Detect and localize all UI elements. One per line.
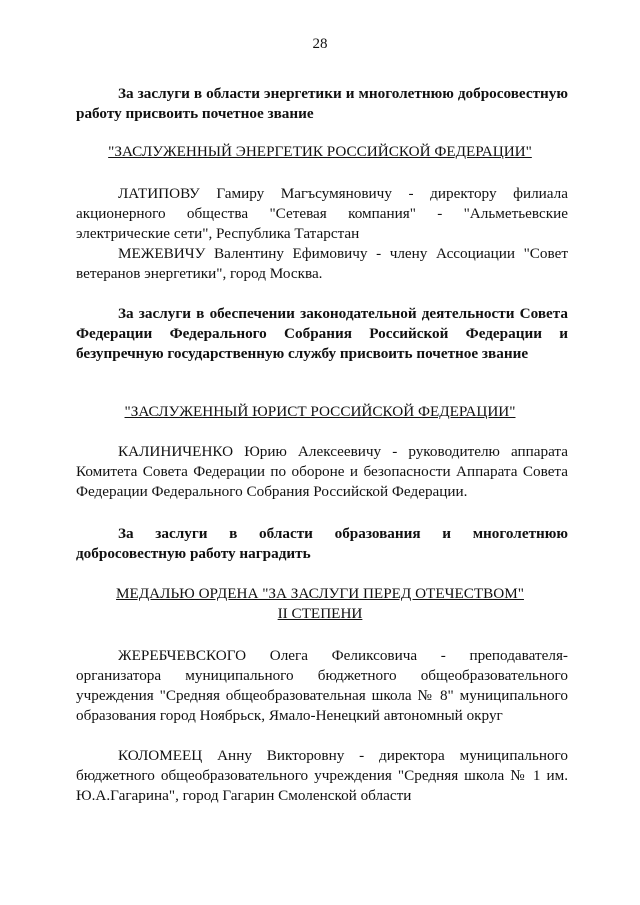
page-number: 28 [312,36,328,52]
section-2-intro: За заслуги в обеспечении законодательной деятельности Совета Федерации Федерального Собрания Российской Федерации и безупречную государственную службу присвоить почетное звание [76,305,568,362]
section-1-entry-2: МЕЖЕВИЧУ Валентину Ефимовичу - члену Ассоциации "Совет ветеранов энергетики", город Москва. [76,245,568,282]
section-3-title-line-1: МЕДАЛЬЮ ОРДЕНА "ЗА ЗАСЛУГИ ПЕРЕД ОТЕЧЕСТВОМ" [116,585,524,602]
section-3-intro: За заслуги в области образования и многолетнюю добросовестную работу наградить [76,525,568,562]
section-1-intro: За заслуги в области энергетики и многолетнюю добросовестную работу присвоить почетное звание [76,85,568,122]
section-2-entry-1: КАЛИНИЧЕНКО Юрию Алексеевичу - руководителю аппарата Комитета Совета Федерации по обороне и безопасности Аппарата Совета Федерации Федерального Собрания Российской Федерации. [76,443,568,500]
section-3-entry-2: КОЛОМЕЕЦ Анну Викторовну - директора муниципального бюджетного общеобразовательного учреждения "Средняя школа № 1 им. Ю.А.Гагарина", город Гагарин Смоленской области [76,747,568,804]
section-1-entry-1: ЛАТИПОВУ Гамиру Магъсумяновичу - директору филиала акционерного общества "Сетевая компания" - "Альметьевские электрические сети", Республика Татарстан [76,185,568,242]
section-3-entry-1: ЖЕРЕБЧЕВСКОГО Олега Феликсовича - преподавателя-организатора муниципального бюджетного общеобразовательного учреждения "Средняя общеобразовательная школа № 8" муниципального образования город Ноябрьск, Ямало-Ненецкий автономный округ [76,647,568,724]
section-2-title: "ЗАСЛУЖЕННЫЙ ЮРИСТ РОССИЙСКОЙ ФЕДЕРАЦИИ" [124,403,516,420]
section-1-title: "ЗАСЛУЖЕННЫЙ ЭНЕРГЕТИК РОССИЙСКОЙ ФЕДЕРАЦИИ" [108,143,532,160]
section-3-title-line-2: II СТЕПЕНИ [277,605,363,622]
